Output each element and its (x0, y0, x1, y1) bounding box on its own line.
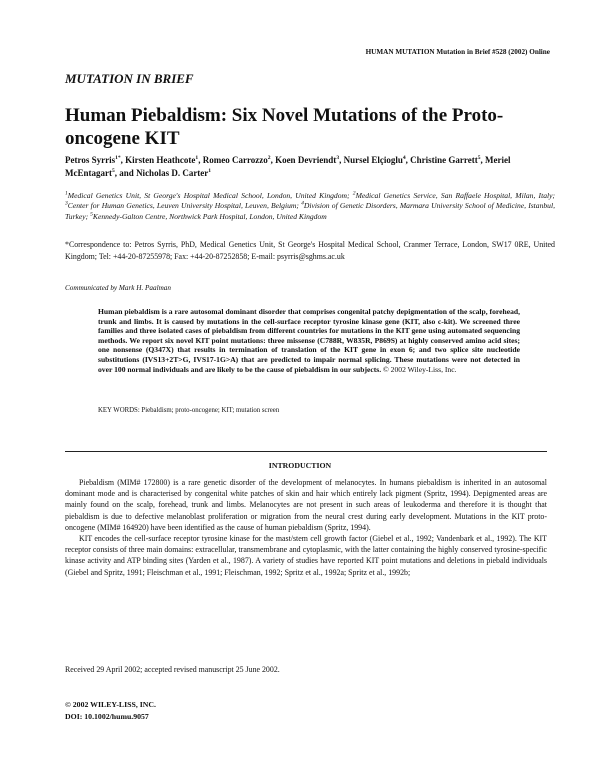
section-label: MUTATION IN BRIEF (65, 71, 194, 86)
author: Christine Garrett$^5$, (410, 155, 486, 165)
received-dates: Received 29 April 2002; accepted revised manuscript 25 June 2002. (65, 665, 280, 674)
author: Nursel Elçioglu$^4$, (343, 155, 411, 165)
running-head: HUMAN MUTATION Mutation in Brief #528 (2002) Online (365, 48, 550, 56)
affiliation: Medical Genetics Unit, St George's Hospital Medical School, London, United Kingdom; (67, 191, 353, 200)
author: Meriel McEntagart$^5$, and (65, 155, 511, 178)
author: Romeo Carrozzo$^2$, (202, 155, 276, 165)
author: Kirsten Heathcote$^1$, (125, 155, 203, 165)
doi: DOI: 10.1002/humu.9057 (65, 711, 149, 721)
author-list (65, 154, 555, 180)
divider (65, 451, 547, 452)
paragraph: Piebaldism (MIM# 172800) is a rare genetic disorder of the development of melanocytes. In humans piebaldism is inherited in an autosomal dominant mode and is characterised by congenital white patches of skin and hair which entirely lack pigment (Spritz, 1994). Depigmented areas are mainly found on the scalp, forehead, trunk and limbs. Melanocytes are not present in such areas of leukoderma and therefore it is thought that piebaldism is due to defective melanoblast proliferation or migration from the neural crest during early development. Mutations in the KIT proto-oncogene (MIM# 164920) have been identified as the cause of human piebaldism (Spritz, 1994). (65, 478, 547, 532)
abstract (98, 307, 520, 374)
introduction-body (65, 477, 547, 578)
abstract-copyright: © 2002 Wiley-Liss, Inc. (383, 364, 457, 374)
communicated-by: Communicated by Mark H. Paalman (65, 284, 171, 292)
article-title: Human Piebaldism: Six Novel Mutations of the Proto-oncogene KIT (65, 105, 504, 149)
author: Nicholas D. Carter$^1$ (136, 168, 212, 178)
abstract-text: Human piebaldism is a rare autosomal dominant disorder that comprises congenital patchy depigmentation of the scalp, forehead, trunk and limbs. It is caused by mutations in the cell-surface receptor tyrosine kinase gene (KIT, also c-kit). We screened three families and three isolated cases of piebaldism from different countries for mutations in the KIT gene using automated sequencing methods. We report six novel KIT point mutations: three missense (C788R, W835R, P869S) at highly conserved amino acid sites; one nonsense (Q347X) that results in termination of translation of the KIT gene in exon 6; and two splice site nucleotide substitutions (IVS13+2T>G, IVS17-1G>A) that are predicted to impair normal splicing. These mutations were not detected in over 100 normal individuals and are likely to be the cause of piebaldism in our subjects. (98, 307, 520, 374)
affiliation: Center for Human Genetics, Leuven University Hospital, Leuven, Belgium; (67, 201, 302, 211)
affiliation: Medical Genetics Service, San Raffaele Hospital, Milan, Italy; (355, 191, 555, 200)
affiliation: Kennedy-Galton Centre, Northwick Park Hospital, London, United Kingdom (92, 211, 327, 221)
footer-copyright: © 2002 WILEY-LISS, INC. (65, 700, 156, 709)
paragraph: KIT encodes the cell-surface receptor tyrosine kinase for the mast/stem cell growth factor (Giebel et al., 1992; Vandenbark et al., 1992). The KIT receptor consists of three main domains: extracellular, transmembrane and cytoplasmic, with the latter containing the highly conserved tyrosine-specific kinase activity and ATP binding sites (Yarden et al., 1987). A variety of studies have reported KIT point mutations and deletions in piebald individuals (Giebel and Spritz, 1991; Fleischman et al., 1991; Fleischman, 1992; Spritz et al., 1992a; Spritz et al., 1992b; (65, 534, 547, 577)
footer (65, 699, 156, 722)
author: Koen Devriendt$^3$, (275, 155, 344, 165)
author: Petros Syrris$^{1*}$, (65, 155, 126, 165)
correspondence: *Correspondence to: Petros Syrris, PhD, Medical Genetics Unit, St George's Hospital Medical School, Cranmer Terrace, London, SW17 0RE, United Kingdom; Tel: +44-20-87255978; Fax: +44-20-87252858; E-mail: psyrris@sghms.ac.uk (65, 240, 555, 261)
affiliations: $^1$Medical Genetics Unit, St George's Hospital Medical School, London, United Kingdom; $^2$Medical Genetics Service, San Raffaele Hospital, Milan, Italy; $^3$Center for Human Genetics, Leuven University Hospital, Leuven, Belgium; $^4$Division of Genetic Disorders, Marmara University School of Medicine, Istanbul, Turkey; $^5$Kennedy-Galton Centre, Northwick Park Hospital, London, United Kingdom (65, 190, 555, 221)
affiliation: Division of Genetic Disorders, Marmara University School of Medicine, Istanbul, Turkey; (65, 201, 555, 221)
keywords: KEY WORDS: Piebaldism; proto-oncogene; KIT; mutation screen (98, 407, 280, 414)
introduction-heading: INTRODUCTION (268, 461, 332, 470)
